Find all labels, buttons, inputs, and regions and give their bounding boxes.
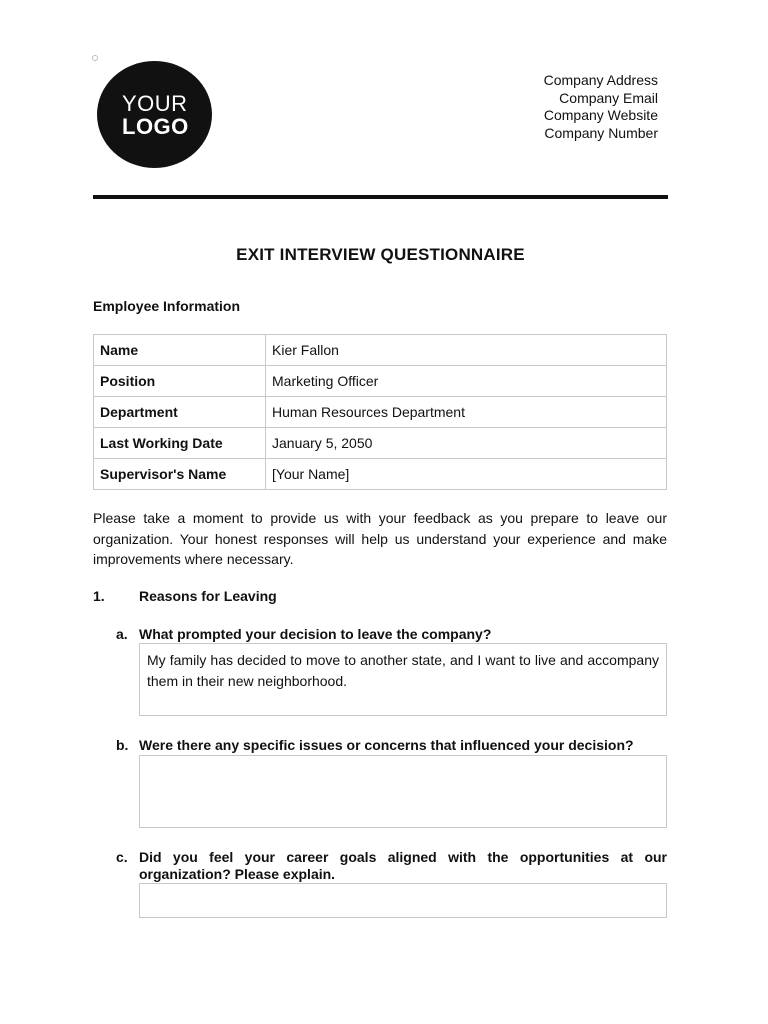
intro-paragraph: Please take a moment to provide us with your feedback as you prepare to leave our organization. Your honest responses will help us understand your experience and make improvements where necessary.: [93, 510, 667, 567]
table-row: [94, 459, 667, 490]
employee-info-heading: Employee Information: [93, 298, 241, 314]
table-row: [94, 397, 667, 428]
answer-box-a[interactable]: My family has decided to move to another state, and I want to live and accompany them in their new neighborhood.: [139, 643, 667, 716]
question-b: [116, 737, 634, 753]
row-label: Last Working Date: [94, 428, 266, 459]
row-value: January 5, 2050: [266, 428, 667, 459]
company-email: Company Email: [559, 89, 658, 106]
question-a: [116, 626, 492, 642]
logo-line-2: LOGO: [122, 113, 189, 139]
document-title: EXIT INTERVIEW QUESTIONNAIRE: [236, 245, 525, 264]
question-letter: c.: [116, 849, 128, 865]
question-text: What prompted your decision to leave the company?: [139, 626, 492, 642]
table-row: [94, 428, 667, 459]
answer-box-c[interactable]: [139, 883, 667, 918]
company-contact-block: [544, 72, 658, 142]
company-number: Company Number: [544, 124, 658, 141]
question-text: Were there any specific issues or concerns that influenced your decision?: [139, 737, 634, 753]
section-number: 1.: [93, 588, 105, 604]
question-c: [116, 849, 667, 883]
section-title: Reasons for Leaving: [139, 588, 277, 604]
company-logo: [97, 61, 212, 168]
employee-info-table: [93, 334, 667, 490]
table-row: [94, 366, 667, 397]
row-label: Position: [94, 366, 266, 397]
row-label: Name: [94, 335, 266, 366]
question-letter: a.: [116, 626, 128, 642]
bullet-mark: [92, 55, 98, 61]
company-address: Company Address: [543, 72, 658, 88]
table-row: [94, 335, 667, 366]
section-heading: [93, 588, 277, 604]
header-divider: [93, 195, 668, 199]
question-text: Did you feel your career goals aligned with the opportunities at our organization? Please explain.: [139, 849, 667, 882]
row-label: Department: [94, 397, 266, 428]
question-letter: b.: [116, 737, 129, 753]
row-value: Kier Fallon: [266, 335, 667, 366]
answer-box-b[interactable]: [139, 755, 667, 828]
row-label: Supervisor's Name: [94, 459, 266, 490]
row-value: Marketing Officer: [266, 366, 667, 397]
logo-line-1: YOUR: [122, 90, 188, 116]
company-website: Company Website: [543, 107, 658, 123]
row-value: Human Resources Department: [266, 397, 667, 428]
row-value: [Your Name]: [266, 459, 667, 490]
